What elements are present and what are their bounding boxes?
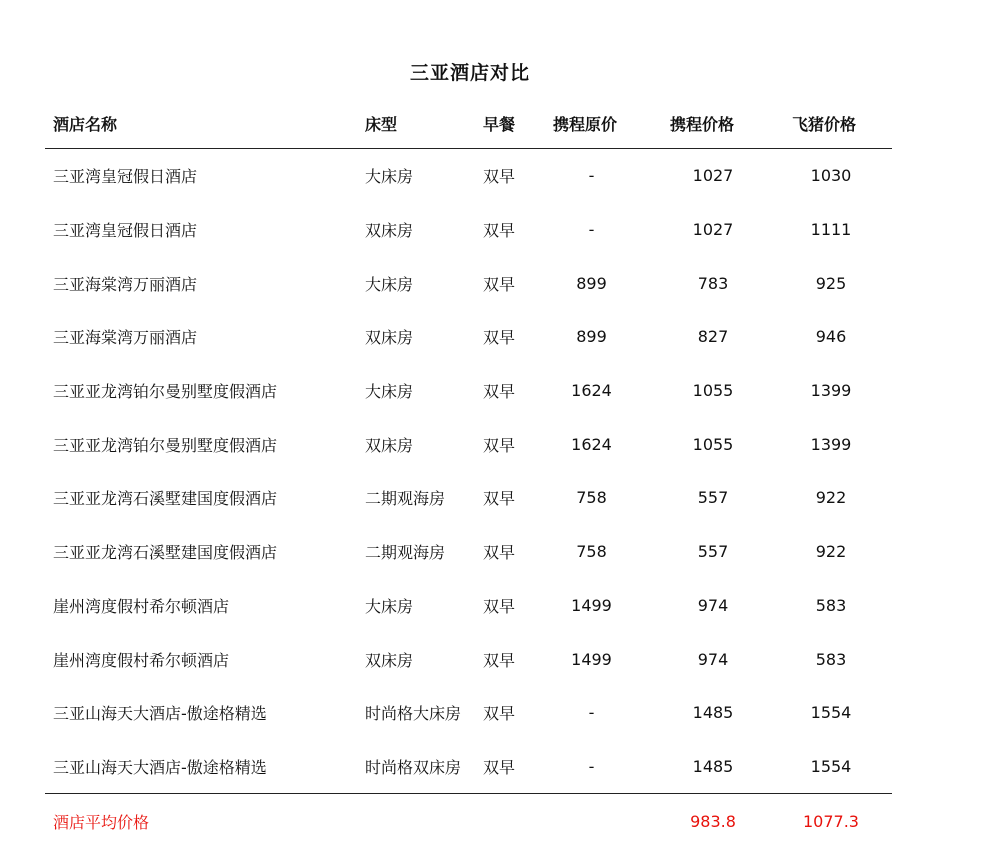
average-bed-cell	[357, 794, 481, 848]
ctrip-original-price-cell: -	[588, 756, 595, 776]
fliggy-price-cell: 922	[815, 542, 847, 562]
ctrip-original-price-cell: 758	[576, 542, 607, 562]
table-row	[45, 740, 892, 794]
table-row	[45, 579, 892, 633]
ctrip-original-price-cell: 899	[576, 273, 607, 293]
hotel-name-cell: 三亚湾皇冠假日酒店	[53, 221, 198, 241]
hotel-name-cell: 三亚山海天大酒店-傲途格精选	[53, 757, 267, 777]
ctrip-price-cell: 1027	[692, 220, 734, 240]
bed-type-cell: 大床房	[365, 274, 414, 294]
table-row	[45, 203, 892, 257]
ctrip-original-price-cell: -	[588, 703, 595, 723]
hotel-name-cell: 三亚亚龙湾石溪墅建国度假酒店	[53, 489, 278, 509]
hotel-name-cell: 三亚亚龙湾铂尔曼别墅度假酒店	[53, 435, 278, 455]
table-row	[45, 686, 892, 740]
ctrip-price-cell: 1485	[692, 756, 734, 776]
ctrip-original-price-cell: -	[588, 166, 595, 186]
bed-type-cell: 大床房	[365, 382, 414, 402]
bed-type-cell: 双床房	[365, 328, 414, 348]
breakfast-cell: 双早	[483, 650, 516, 670]
ctrip-original-price-cell: 1624	[571, 381, 612, 401]
ctrip-price-cell: 1055	[692, 381, 734, 401]
bed-type-cell: 时尚格大床房	[365, 704, 462, 724]
fliggy-price-cell: 922	[815, 488, 847, 508]
breakfast-cell: 双早	[483, 543, 516, 563]
bed-type-cell: 大床房	[365, 167, 414, 187]
ctrip-price-cell: 974	[697, 595, 729, 615]
ctrip-original-price-cell: 899	[576, 327, 607, 347]
table-body	[45, 149, 892, 794]
ctrip-price-cell: 974	[697, 649, 729, 669]
fliggy-price-cell: 1554	[810, 756, 852, 776]
table-row	[45, 632, 892, 686]
breakfast-cell: 双早	[483, 167, 516, 187]
average-price-row	[45, 794, 892, 848]
column-header-bed-type: 床型	[365, 114, 398, 134]
ctrip-price-cell: 1055	[692, 434, 734, 454]
breakfast-cell: 双早	[483, 435, 516, 455]
bed-type-cell: 二期观海房	[365, 543, 446, 563]
average-ctrip-price: 983.8	[690, 811, 736, 831]
average-fliggy-price: 1077.3	[803, 811, 859, 831]
hotel-name-cell: 三亚亚龙湾石溪墅建国度假酒店	[53, 543, 278, 563]
hotel-comparison-table	[45, 98, 892, 848]
fliggy-price-cell: 925	[815, 273, 847, 293]
table-row	[45, 471, 892, 525]
ctrip-price-cell: 1027	[692, 166, 734, 186]
ctrip-price-cell: 1485	[692, 703, 734, 723]
hotel-name-cell: 三亚海棠湾万丽酒店	[53, 328, 198, 348]
fliggy-price-cell: 1111	[810, 220, 852, 240]
hotel-name-cell: 三亚海棠湾万丽酒店	[53, 274, 198, 294]
fliggy-price-cell: 1554	[810, 703, 852, 723]
breakfast-cell: 双早	[483, 596, 516, 616]
ctrip-original-price-cell: 758	[576, 488, 607, 508]
hotel-name-cell: 崖州湾度假村希尔顿酒店	[53, 596, 230, 616]
bed-type-cell: 双床房	[365, 650, 414, 670]
table-row	[45, 364, 892, 418]
fliggy-price-cell: 1030	[810, 166, 852, 186]
table-row	[45, 417, 892, 471]
breakfast-cell: 双早	[483, 221, 516, 241]
bed-type-cell: 二期观海房	[365, 489, 446, 509]
bed-type-cell: 大床房	[365, 596, 414, 616]
column-header-hotel-name: 酒店名称	[53, 114, 118, 134]
table-row	[45, 310, 892, 364]
breakfast-cell: 双早	[483, 757, 516, 777]
table-header-row	[45, 98, 892, 149]
breakfast-cell: 双早	[483, 704, 516, 724]
hotel-name-cell: 三亚山海天大酒店-傲途格精选	[53, 704, 267, 724]
fliggy-price-cell: 1399	[810, 381, 852, 401]
fliggy-price-cell: 583	[815, 649, 847, 669]
breakfast-cell: 双早	[483, 274, 516, 294]
hotel-name-cell: 三亚亚龙湾铂尔曼别墅度假酒店	[53, 382, 278, 402]
ctrip-price-cell: 557	[697, 542, 729, 562]
ctrip-original-price-cell: -	[588, 220, 595, 240]
average-ctrip-original-cell	[551, 794, 658, 848]
fliggy-price-cell: 1399	[810, 434, 852, 454]
average-label: 酒店平均价格	[53, 812, 150, 832]
column-header-breakfast: 早餐	[483, 114, 516, 134]
column-header-ctrip-original-price: 携程原价	[553, 114, 618, 134]
bed-type-cell: 双床房	[365, 435, 414, 455]
hotel-name-cell: 三亚湾皇冠假日酒店	[53, 167, 198, 187]
breakfast-cell: 双早	[483, 382, 516, 402]
ctrip-original-price-cell: 1624	[571, 434, 612, 454]
ctrip-price-cell: 557	[697, 488, 729, 508]
fliggy-price-cell: 583	[815, 595, 847, 615]
hotel-name-cell: 崖州湾度假村希尔顿酒店	[53, 650, 230, 670]
ctrip-price-cell: 783	[697, 273, 729, 293]
breakfast-cell: 双早	[483, 328, 516, 348]
bed-type-cell: 双床房	[365, 221, 414, 241]
ctrip-original-price-cell: 1499	[571, 595, 612, 615]
table-row	[45, 256, 892, 310]
bed-type-cell: 时尚格双床房	[365, 757, 462, 777]
table-row	[45, 149, 892, 203]
average-breakfast-cell	[481, 794, 551, 848]
column-header-ctrip-price: 携程价格	[670, 114, 735, 134]
ctrip-price-cell: 827	[697, 327, 729, 347]
table-row	[45, 525, 892, 579]
ctrip-original-price-cell: 1499	[571, 649, 612, 669]
document-title: 三亚酒店对比	[409, 62, 530, 84]
column-header-fliggy-price: 飞猪价格	[792, 114, 857, 134]
fliggy-price-cell: 946	[815, 327, 847, 347]
breakfast-cell: 双早	[483, 489, 516, 509]
